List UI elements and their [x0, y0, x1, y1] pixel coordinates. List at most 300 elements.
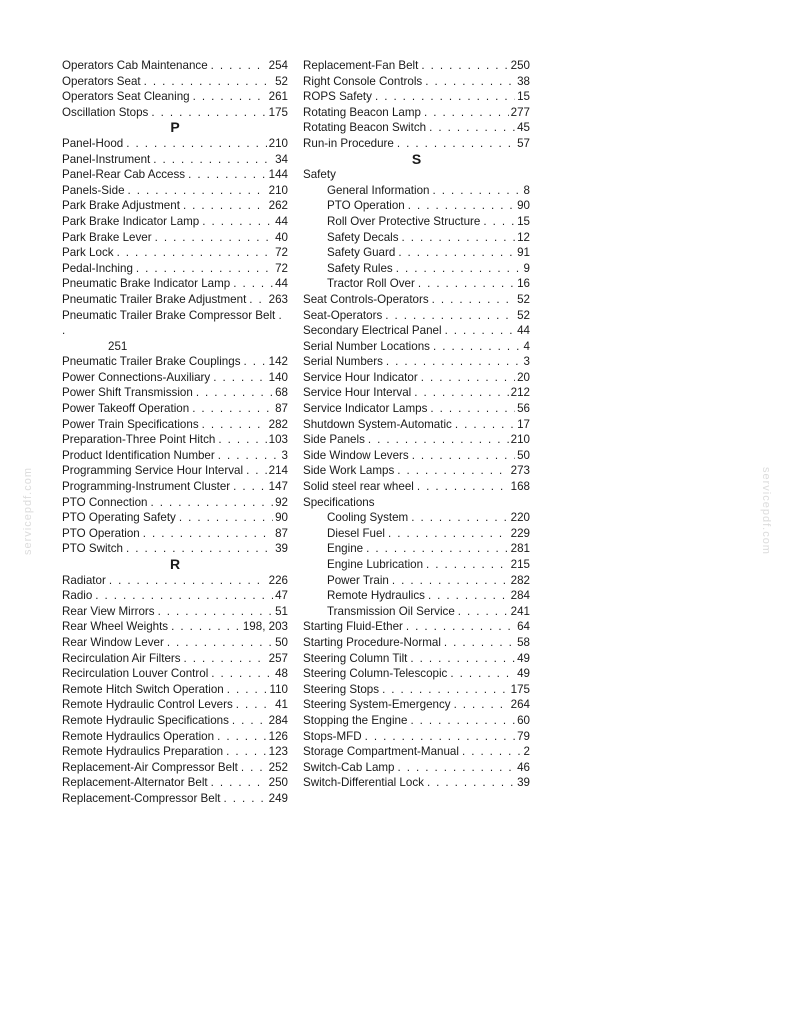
index-entry: [303, 323, 530, 339]
dot-leader: [167, 635, 273, 651]
index-entry-title: PTO Switch: [62, 542, 123, 556]
index-entry-title: Shutdown System-Automatic: [303, 417, 452, 431]
index-entry-page: 252: [268, 760, 288, 774]
dot-leader: [365, 729, 515, 745]
index-entry-title: Programming Service Hour Interval: [62, 464, 244, 478]
dot-leader: [406, 619, 515, 635]
index-entry-page: 12: [517, 230, 530, 244]
dot-leader: [158, 604, 274, 620]
index-entry-page: 15: [517, 214, 530, 228]
index-subentry: [303, 526, 530, 542]
index-entry: [62, 58, 288, 74]
index-entry-title: Tractor Roll Over: [327, 277, 415, 291]
index-entry: [62, 479, 288, 495]
dot-leader: [244, 354, 267, 370]
index-entry-page: 281: [510, 542, 530, 556]
index-entry: [62, 573, 288, 589]
index-entry-page: 49: [517, 651, 530, 665]
index-entry: [62, 230, 288, 246]
index-entry-page: 52: [275, 74, 288, 88]
index-subentry: [303, 557, 530, 573]
index-entry-page: 20: [517, 370, 530, 384]
index-entry-title: Engine: [327, 542, 364, 556]
index-entry: [62, 760, 288, 776]
dot-leader: [236, 697, 273, 713]
index-entry-title: Serial Number Locations: [303, 339, 430, 353]
index-entry-title: Safety Rules: [327, 261, 393, 275]
index-entry-page: 52: [517, 308, 530, 322]
dot-leader: [126, 136, 266, 152]
dot-leader: [432, 292, 515, 308]
index-entry-title: Rear Window Lever: [62, 635, 164, 649]
dot-leader: [155, 230, 274, 246]
dot-leader: [445, 323, 516, 339]
index-entry: [62, 666, 288, 682]
dot-leader: [408, 198, 515, 214]
index-entry: [303, 308, 530, 324]
index-entry-title: Recirculation Louver Control: [62, 667, 209, 681]
dot-leader: [218, 448, 280, 464]
dot-leader: [227, 682, 268, 698]
index-entry-page: 210: [268, 136, 288, 150]
dot-leader: [233, 276, 273, 292]
index-entry-page: 47: [275, 589, 288, 603]
dot-leader: [421, 58, 508, 74]
index-entry-page: 51: [275, 604, 288, 618]
index-entry: [62, 152, 288, 168]
index-entry-title: Transmission Oil Service: [327, 604, 455, 618]
dot-leader: [433, 339, 522, 355]
index-entry-page: 92: [275, 495, 288, 509]
index-entry-title: PTO Operating Safety: [62, 511, 176, 525]
index-entry: [62, 385, 288, 401]
index-entry-title: Remote Hydraulic Specifications: [62, 713, 229, 727]
index-entry-page: 60: [517, 713, 530, 727]
index-entry: [62, 261, 288, 277]
dot-leader: [397, 463, 508, 479]
index-entry-page: 3: [523, 355, 530, 369]
index-entry-page: 175: [268, 105, 288, 119]
index-entry-title: Seat Controls-Operators: [303, 292, 429, 306]
index-entry-page: 87: [275, 526, 288, 540]
index-entry-page: 210: [510, 433, 530, 447]
index-entry: [303, 463, 530, 479]
index-entry-page: 45: [517, 121, 530, 135]
dot-leader: [432, 183, 521, 199]
index-entry: [62, 432, 288, 448]
index-entry-title: Serial Numbers: [303, 355, 383, 369]
index-entry: [303, 713, 530, 729]
index-entry-page: 261: [268, 90, 288, 104]
index-entry-page: 64: [517, 620, 530, 634]
index-entry: [303, 339, 530, 355]
index-entry-title: General Information: [327, 183, 430, 197]
index-entry-title: Remote Hydraulic Control Levers: [62, 698, 233, 712]
index-entry-page: 214: [268, 464, 288, 478]
index-entry-page: 284: [510, 589, 530, 603]
dot-leader: [385, 308, 515, 324]
index-entry-title: Panel-Rear Cab Access: [62, 168, 186, 182]
index-entry-title: Solid steel rear wheel: [303, 480, 414, 494]
index-entry-page: 103: [268, 433, 288, 447]
dot-leader: [368, 432, 509, 448]
index-entry: [62, 354, 288, 370]
dot-leader: [136, 261, 273, 277]
index-entry-page: 126: [268, 729, 288, 743]
index-entry-page: 250: [268, 776, 288, 790]
index-entry-page: 226: [268, 573, 288, 587]
dot-leader: [428, 588, 509, 604]
index-entry: [62, 74, 288, 90]
section-letter-heading: S: [411, 150, 422, 167]
dot-leader: [202, 417, 267, 433]
dot-leader: [397, 136, 515, 152]
index-entry-page: 46: [517, 760, 530, 774]
dot-leader: [392, 573, 509, 589]
dot-leader: [458, 604, 509, 620]
dot-leader: [246, 463, 267, 479]
index-entry-title: Safety Guard: [327, 246, 396, 260]
index-entry-title: Oscillation Stops: [62, 105, 149, 119]
dot-leader: [188, 167, 267, 183]
dot-leader: [144, 74, 273, 90]
index-entry-page: 39: [517, 776, 530, 790]
dot-leader: [153, 152, 273, 168]
dot-leader: [396, 261, 522, 277]
index-entry-page: 251: [108, 339, 128, 353]
index-entry: [62, 417, 288, 433]
index-entry-title: Seat-Operators: [303, 308, 383, 322]
dot-leader: [402, 230, 516, 246]
index-entry: [303, 666, 530, 682]
index-entry: [303, 619, 530, 635]
index-entry: [62, 214, 288, 230]
index-entry: [62, 588, 288, 604]
dot-leader: [193, 89, 267, 105]
index-entry: [62, 697, 288, 713]
index-entry: [62, 510, 288, 526]
index-entry-title: Panel-Hood: [62, 136, 124, 150]
index-entry: [303, 729, 530, 745]
dot-leader: [421, 370, 515, 386]
watermark-right: servicepdf.com: [760, 467, 772, 555]
index-entry: [303, 105, 530, 121]
dot-leader: [232, 713, 267, 729]
index-entry-page: 57: [517, 136, 530, 150]
index-entry-page: 91: [517, 246, 530, 260]
index-entry: [303, 370, 530, 386]
index-entry-title: Service Hour Interval: [303, 386, 412, 400]
dot-leader: [366, 541, 509, 557]
dot-leader: [483, 214, 515, 230]
index-subentry: [303, 183, 530, 199]
index-subentry: [303, 588, 530, 604]
dot-leader: [427, 775, 515, 791]
index-entry-page: 262: [268, 199, 288, 213]
index-entry: [62, 198, 288, 214]
index-entry-page: 48: [275, 667, 288, 681]
dot-leader: [202, 214, 273, 230]
index-subentry: [303, 573, 530, 589]
dot-leader: [386, 354, 522, 370]
index-entry-title: Operators Seat: [62, 74, 141, 88]
index-entry-page: 277: [510, 105, 530, 119]
index-entry-title: Power Connections-Auxiliary: [62, 370, 211, 384]
index-entry-page: 41: [275, 698, 288, 712]
index-entry: [303, 448, 530, 464]
index-entry: [303, 89, 530, 105]
index-entry-title: PTO Operation: [327, 199, 405, 213]
index-entry-page: 9: [523, 261, 530, 275]
index-entry-title: Remote Hydraulics: [327, 589, 425, 603]
index-entry-page: 50: [275, 635, 288, 649]
index-entry: [62, 651, 288, 667]
dot-leader: [382, 682, 509, 698]
index-entry-page: 72: [275, 261, 288, 275]
index-entry-title: Rotating Beacon Lamp: [303, 105, 421, 119]
index-entry-title: Park Lock: [62, 246, 114, 260]
watermark-left: servicepdf.com: [22, 467, 34, 555]
index-entry-page: 282: [268, 417, 288, 431]
index-entry-title: Park Brake Adjustment: [62, 199, 180, 213]
dot-leader: [462, 744, 522, 760]
index-entry: [62, 744, 288, 760]
dot-leader: [179, 510, 273, 526]
index-entry: [62, 105, 288, 121]
index-entry-title: Operators Cab Maintenance: [62, 59, 208, 72]
index-entry-title: Replacement-Alternator Belt: [62, 776, 208, 790]
index-entry: [62, 604, 288, 620]
index-entry: [303, 120, 530, 136]
index-entry-title: Switch-Differential Lock: [303, 776, 424, 790]
index-entry-title: Rear Wheel Weights: [62, 620, 169, 634]
index-entry: [303, 58, 530, 74]
index-entry-page: 250: [510, 59, 530, 72]
index-entry: [62, 495, 288, 511]
index-entry-title: Panels-Side: [62, 183, 125, 197]
index-entry-title: Switch-Cab Lamp: [303, 760, 395, 774]
index-entry-title: Rotating Beacon Switch: [303, 121, 427, 135]
dot-leader: [426, 557, 509, 573]
index-entry-page: 87: [275, 402, 288, 416]
section-letter-heading: R: [169, 556, 181, 572]
dot-leader: [430, 401, 515, 417]
index-entry-page: 249: [268, 791, 288, 805]
index-entry-title: Programming-Instrument Cluster: [62, 480, 231, 494]
index-entry-page: 140: [268, 370, 288, 384]
dot-leader: [117, 245, 274, 261]
index-entry-title: Engine Lubrication: [327, 558, 424, 571]
dot-leader: [241, 760, 267, 776]
dot-leader: [109, 573, 267, 589]
index-entry: [62, 541, 288, 557]
index-entry: [62, 448, 288, 464]
index-entry-page: 273: [510, 464, 530, 478]
index-entry-page: 215: [510, 558, 530, 571]
section-letter-heading: P: [170, 119, 180, 136]
index-column-right: [303, 58, 530, 791]
index-entry-title: Pneumatic Trailer Brake Couplings: [62, 355, 241, 369]
index-entry-page: 39: [275, 542, 288, 556]
index-entry-page: 241: [510, 604, 530, 618]
index-entry-page: 38: [517, 74, 530, 88]
index-entry-page: 210: [268, 183, 288, 197]
index-entry-page: 142: [268, 355, 288, 369]
index-entry: [303, 292, 530, 308]
dot-leader: [418, 276, 515, 292]
index-entry-page: 72: [275, 246, 288, 260]
index-entry-title: Preparation-Three Point Hitch: [62, 433, 216, 447]
index-entry: [303, 760, 530, 776]
index-entry-title: Replacement-Compressor Belt: [62, 791, 221, 805]
index-entry: [62, 308, 288, 355]
index-entry-title: PTO Operation: [62, 526, 140, 540]
index-subentry: [303, 604, 530, 620]
dot-leader: [398, 245, 515, 261]
index-entry-title: Steering System-Emergency: [303, 698, 451, 712]
index-entry: [303, 354, 530, 370]
index-entry-page: 58: [517, 635, 530, 649]
index-entry-page: 229: [510, 526, 530, 540]
index-entry-title: Power Takeoff Operation: [62, 402, 190, 416]
index-entry-title: Radio: [62, 589, 93, 603]
dot-leader: [226, 744, 267, 760]
index-entry-title: Cooling System: [327, 511, 409, 525]
index-entry: [62, 183, 288, 199]
index-entry: [62, 682, 288, 698]
index-entry-page: 34: [275, 152, 288, 166]
index-subentry: [303, 245, 530, 261]
dot-leader: [224, 791, 267, 807]
index-entry: [62, 89, 288, 105]
index-entry-page: 257: [268, 651, 288, 665]
dot-leader: [388, 526, 509, 542]
index-group-label: Safety: [303, 168, 336, 182]
index-entry-page: 220: [510, 511, 530, 525]
index-entry-title: Right Console Controls: [303, 74, 423, 88]
index-entry-page: 282: [510, 573, 530, 587]
index-subentry: [303, 276, 530, 292]
index-entry-page: 52: [517, 292, 530, 306]
dot-leader: [95, 588, 273, 604]
dot-leader: [429, 120, 515, 136]
index-subentry: [303, 198, 530, 214]
index-entry: [303, 401, 530, 417]
dot-leader: [211, 666, 273, 682]
index-entry-page: 147: [268, 480, 288, 494]
index-entry-title: Park Brake Indicator Lamp: [62, 214, 200, 228]
dot-leader: [192, 401, 273, 417]
index-entry-page: 50: [517, 448, 530, 462]
dot-leader: [151, 495, 274, 511]
index-entry-page: 198, 203: [242, 620, 288, 634]
index-entry-title: Roll Over Protective Structure: [327, 214, 481, 228]
dot-leader: [425, 74, 515, 90]
index-entry-title: Service Hour Indicator: [303, 370, 418, 384]
index-entry-title: Storage Compartment-Manual: [303, 745, 459, 759]
index-entry-page: 144: [268, 168, 288, 182]
index-entry-page: 3: [281, 448, 288, 462]
dot-leader: [424, 105, 509, 121]
index-entry: [303, 385, 530, 401]
index-entry-title: Pneumatic Trailer Brake Adjustment: [62, 292, 247, 306]
dot-leader: [171, 619, 241, 635]
index-entry-title: Replacement-Air Compressor Belt: [62, 760, 238, 774]
dot-leader: [143, 526, 273, 542]
dot-leader: [444, 635, 515, 651]
index-entry: [62, 619, 288, 635]
dot-leader: [184, 651, 267, 667]
index-entry-page: 123: [268, 745, 288, 759]
dot-leader: [410, 713, 515, 729]
index-entry-title: Recirculation Air Filters: [62, 651, 181, 665]
index-entry: [62, 292, 288, 308]
index-entry: [62, 775, 288, 791]
index-entry-page: 40: [275, 230, 288, 244]
index-entry-page: 2: [523, 745, 530, 759]
index-entry-title: Side Panels: [303, 433, 365, 447]
index-entry-title: Secondary Electrical Panel: [303, 324, 442, 338]
index-entry-title: Power Train Specifications: [62, 417, 199, 431]
index-entry-title: PTO Connection: [62, 495, 148, 509]
dot-leader: [454, 697, 509, 713]
index-subentry: [303, 261, 530, 277]
index-entry-title: Rear View Mirrors: [62, 604, 155, 618]
index-entry-title: Power Shift Transmission: [62, 386, 193, 400]
dot-leader: [126, 541, 273, 557]
index-entry: [62, 136, 288, 152]
dot-leader: [211, 58, 267, 74]
index-entry: [62, 167, 288, 183]
index-entry-page: 263: [268, 292, 288, 306]
index-entry: [303, 136, 530, 152]
index-entry: [62, 729, 288, 745]
index-subentry: [303, 541, 530, 557]
index-entry-page: 79: [517, 729, 530, 743]
dot-leader: [217, 729, 267, 745]
index-subentry: [303, 510, 530, 526]
dot-leader: [128, 183, 267, 199]
index-entry: [303, 682, 530, 698]
index-entry: [62, 401, 288, 417]
dot-leader: [211, 775, 267, 791]
index-entry-title: Replacement-Fan Belt: [303, 59, 419, 72]
index-entry-page: 15: [517, 90, 530, 104]
index-entry-title: Side Work Lamps: [303, 464, 395, 478]
index-entry-title: Operators Seat Cleaning: [62, 90, 190, 104]
index-entry-page: 56: [517, 402, 530, 416]
index-entry: [62, 245, 288, 261]
dot-leader: [151, 105, 266, 121]
index-group-label: Specifications: [303, 495, 375, 509]
index-entry-page: 16: [517, 277, 530, 291]
index-entry: [62, 713, 288, 729]
index-entry-page: 17: [517, 417, 530, 431]
dot-leader: [218, 432, 266, 448]
index-entry-title: Starting Fluid-Ether: [303, 620, 403, 634]
index-entry-page: 44: [275, 277, 288, 291]
dot-leader: [455, 417, 515, 433]
index-entry-title: Steering Column Tilt: [303, 651, 408, 665]
index-entry-title: Park Brake Lever: [62, 230, 152, 244]
index-entry-page: 212: [510, 386, 530, 400]
dot-leader: [398, 760, 516, 776]
index-entry-page: 254: [268, 59, 288, 72]
index-entry: [303, 74, 530, 90]
dot-leader: [183, 198, 267, 214]
index-entry-title: Safety Decals: [327, 230, 399, 244]
index-entry-title: Pneumatic Trailer Brake Compressor Belt . .: [62, 308, 282, 338]
